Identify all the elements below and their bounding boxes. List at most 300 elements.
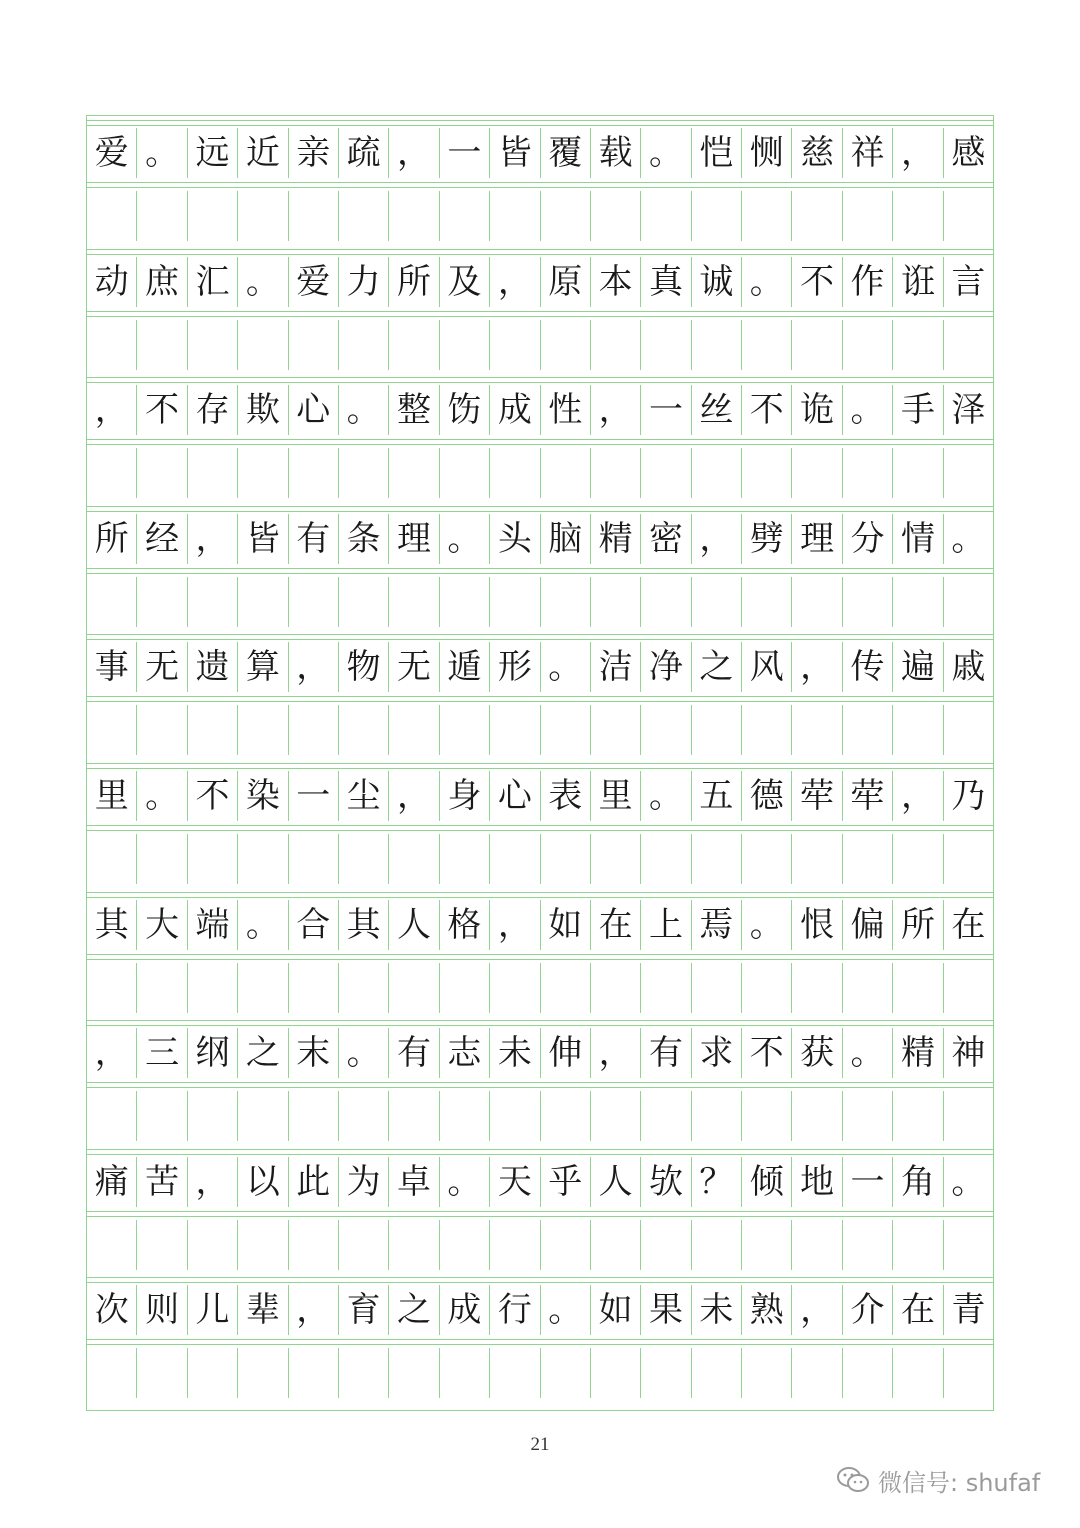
character-cell: 。 — [741, 900, 791, 950]
character-cell: 伸 — [540, 1028, 590, 1078]
practice-cell[interactable] — [136, 191, 186, 241]
character-cell: 饬 — [439, 385, 489, 435]
practice-cell[interactable] — [640, 1348, 690, 1398]
character-cell: ， — [791, 1285, 841, 1335]
practice-row — [87, 577, 993, 627]
character-cell: 一 — [288, 771, 338, 821]
character-cell: 所 — [94, 518, 129, 559]
practice-cell[interactable] — [590, 963, 640, 1013]
text-row — [87, 1285, 993, 1335]
practice-cell[interactable] — [640, 577, 690, 627]
practice-cell[interactable] — [540, 963, 590, 1013]
practice-cell[interactable] — [842, 1091, 892, 1141]
practice-cell[interactable] — [237, 577, 287, 627]
practice-cell[interactable] — [489, 705, 539, 755]
practice-cell[interactable] — [338, 1220, 388, 1270]
character-cell: 事 — [94, 647, 129, 688]
practice-cell[interactable] — [489, 320, 539, 370]
practice-cell[interactable] — [187, 320, 237, 370]
practice-cell[interactable] — [237, 1091, 287, 1141]
practice-cell[interactable] — [590, 705, 640, 755]
practice-cell[interactable] — [187, 834, 237, 884]
character-cell: 倾 — [741, 1157, 791, 1207]
practice-cell[interactable] — [691, 705, 741, 755]
practice-cell[interactable] — [439, 963, 489, 1013]
character-cell: 此 — [288, 1157, 338, 1207]
practice-cell[interactable] — [338, 705, 388, 755]
practice-cell[interactable] — [388, 577, 438, 627]
text-row — [87, 771, 993, 821]
practice-cell[interactable] — [288, 191, 338, 241]
practice-cell[interactable] — [489, 191, 539, 241]
practice-cell[interactable] — [540, 834, 590, 884]
character-cell: 祥 — [842, 128, 892, 178]
practice-cell[interactable] — [388, 705, 438, 755]
text-row — [87, 385, 993, 435]
practice-cell[interactable] — [489, 1348, 539, 1398]
practice-cell[interactable] — [741, 577, 791, 627]
practice-cell[interactable] — [943, 448, 993, 498]
character-cell: 次 — [94, 1290, 129, 1331]
row-separator — [87, 1149, 993, 1155]
practice-cell[interactable] — [943, 577, 993, 627]
practice-cell[interactable] — [237, 1220, 287, 1270]
character-cell: 劈 — [741, 514, 791, 564]
character-cell: 合 — [288, 900, 338, 950]
practice-cell[interactable] — [691, 1091, 741, 1141]
practice-cell[interactable] — [590, 1220, 640, 1270]
practice-cell[interactable] — [842, 963, 892, 1013]
row-separator — [87, 249, 993, 255]
character-cell: 里 — [94, 776, 129, 816]
character-cell: 熟 — [741, 1285, 791, 1335]
character-cell: 。 — [640, 771, 690, 821]
practice-cell[interactable] — [691, 1348, 741, 1398]
practice-cell[interactable] — [87, 834, 136, 884]
practice-cell[interactable] — [388, 1091, 438, 1141]
practice-cell[interactable] — [338, 1348, 388, 1398]
character-cell: 恺 — [691, 128, 741, 178]
practice-cell[interactable] — [187, 448, 237, 498]
row-separator — [87, 1277, 993, 1283]
character-cell: 未 — [489, 1028, 539, 1078]
practice-cell[interactable] — [540, 191, 590, 241]
practice-cell[interactable] — [388, 320, 438, 370]
practice-row — [87, 1091, 993, 1141]
practice-cell[interactable] — [439, 1091, 489, 1141]
character-cell: ， — [691, 514, 741, 564]
character-cell: 头 — [489, 514, 539, 564]
character-cell: 以 — [237, 1157, 287, 1207]
practice-cell[interactable] — [842, 577, 892, 627]
practice-cell[interactable] — [791, 577, 841, 627]
practice-cell[interactable] — [892, 1091, 942, 1141]
practice-cell[interactable] — [439, 1220, 489, 1270]
practice-cell[interactable] — [237, 320, 287, 370]
character-cell: 所 — [892, 900, 942, 950]
practice-cell[interactable] — [590, 1348, 640, 1398]
character-cell: 分 — [842, 514, 892, 564]
practice-cell[interactable] — [439, 577, 489, 627]
practice-cell[interactable] — [388, 963, 438, 1013]
character-cell: 恨 — [791, 900, 841, 950]
practice-cell[interactable] — [187, 191, 237, 241]
character-cell: ， — [94, 390, 129, 431]
practice-cell[interactable] — [288, 834, 338, 884]
character-cell: 亲 — [288, 128, 338, 178]
character-cell: ， — [288, 1285, 338, 1335]
character-cell: 本 — [590, 257, 640, 307]
character-cell: 里 — [590, 771, 640, 821]
practice-cell[interactable] — [741, 320, 791, 370]
practice-cell[interactable] — [187, 1348, 237, 1398]
practice-cell[interactable] — [136, 1348, 186, 1398]
practice-cell[interactable] — [540, 448, 590, 498]
practice-cell[interactable] — [388, 191, 438, 241]
practice-cell[interactable] — [640, 834, 690, 884]
practice-cell[interactable] — [691, 963, 741, 1013]
practice-cell[interactable] — [741, 705, 791, 755]
practice-cell[interactable] — [288, 448, 338, 498]
character-cell: 洁 — [590, 642, 640, 692]
practice-cell[interactable] — [439, 448, 489, 498]
practice-cell[interactable] — [741, 191, 791, 241]
practice-cell[interactable] — [540, 1091, 590, 1141]
row-separator — [87, 696, 993, 702]
character-cell: 遍 — [892, 642, 942, 692]
practice-row — [87, 834, 993, 884]
practice-cell[interactable] — [892, 1348, 942, 1398]
practice-cell[interactable] — [943, 834, 993, 884]
practice-cell[interactable] — [741, 1348, 791, 1398]
character-cell: 远 — [187, 128, 237, 178]
practice-cell[interactable] — [691, 1220, 741, 1270]
character-cell: 理 — [388, 514, 438, 564]
practice-cell[interactable] — [87, 448, 136, 498]
character-cell: 条 — [338, 514, 388, 564]
practice-cell[interactable] — [691, 448, 741, 498]
practice-cell[interactable] — [136, 320, 186, 370]
practice-cell[interactable] — [892, 1220, 942, 1270]
practice-cell[interactable] — [388, 448, 438, 498]
practice-cell[interactable] — [338, 191, 388, 241]
practice-cell[interactable] — [741, 834, 791, 884]
character-cell: 经 — [136, 514, 186, 564]
practice-cell[interactable] — [691, 577, 741, 627]
practice-cell[interactable] — [791, 1348, 841, 1398]
practice-cell[interactable] — [892, 834, 942, 884]
practice-cell[interactable] — [136, 1091, 186, 1141]
practice-cell[interactable] — [237, 1348, 287, 1398]
character-cell: 覆 — [540, 128, 590, 178]
practice-cell[interactable] — [540, 1348, 590, 1398]
practice-cell[interactable] — [489, 1220, 539, 1270]
character-cell: 理 — [791, 514, 841, 564]
character-cell: 遁 — [439, 642, 489, 692]
practice-cell[interactable] — [489, 963, 539, 1013]
practice-cell[interactable] — [640, 1220, 690, 1270]
practice-cell[interactable] — [640, 705, 690, 755]
practice-cell[interactable] — [388, 1220, 438, 1270]
practice-cell[interactable] — [288, 1348, 338, 1398]
practice-cell[interactable] — [439, 191, 489, 241]
practice-cell[interactable] — [892, 577, 942, 627]
practice-cell[interactable] — [540, 1220, 590, 1270]
practice-cell[interactable] — [288, 1091, 338, 1141]
character-cell: 天 — [489, 1157, 539, 1207]
practice-cell[interactable] — [288, 1220, 338, 1270]
character-cell: ， — [388, 771, 438, 821]
practice-cell[interactable] — [338, 448, 388, 498]
practice-cell[interactable] — [640, 191, 690, 241]
practice-cell[interactable] — [943, 320, 993, 370]
practice-cell[interactable] — [338, 963, 388, 1013]
character-cell: 心 — [288, 385, 338, 435]
practice-cell[interactable] — [187, 705, 237, 755]
character-cell: 诚 — [691, 257, 741, 307]
practice-cell[interactable] — [892, 448, 942, 498]
character-cell: 不 — [136, 385, 186, 435]
practice-cell[interactable] — [237, 448, 287, 498]
practice-cell[interactable] — [87, 320, 136, 370]
practice-cell[interactable] — [640, 320, 690, 370]
practice-cell[interactable] — [136, 834, 186, 884]
practice-cell[interactable] — [842, 834, 892, 884]
practice-cell[interactable] — [237, 834, 287, 884]
practice-cell[interactable] — [640, 1091, 690, 1141]
practice-cell[interactable] — [187, 963, 237, 1013]
practice-cell[interactable] — [892, 191, 942, 241]
practice-cell[interactable] — [136, 963, 186, 1013]
practice-cell[interactable] — [791, 834, 841, 884]
practice-cell[interactable] — [87, 705, 136, 755]
practice-cell[interactable] — [288, 963, 338, 1013]
practice-cell[interactable] — [237, 191, 287, 241]
practice-cell[interactable] — [439, 705, 489, 755]
character-cell: ， — [489, 900, 539, 950]
character-cell: 。 — [136, 128, 186, 178]
practice-cell[interactable] — [338, 320, 388, 370]
practice-cell[interactable] — [87, 577, 136, 627]
character-cell: 爱 — [288, 257, 338, 307]
practice-cell[interactable] — [892, 320, 942, 370]
character-cell: 为 — [338, 1157, 388, 1207]
practice-cell[interactable] — [87, 1091, 136, 1141]
practice-cell[interactable] — [439, 320, 489, 370]
character-cell: 。 — [136, 771, 186, 821]
row-separator — [87, 506, 993, 512]
practice-cell[interactable] — [288, 705, 338, 755]
practice-cell[interactable] — [136, 577, 186, 627]
character-cell: 不 — [741, 1028, 791, 1078]
practice-cell[interactable] — [338, 834, 388, 884]
character-cell: 地 — [791, 1157, 841, 1207]
character-cell: 其 — [338, 900, 388, 950]
practice-cell[interactable] — [943, 1348, 993, 1398]
practice-cell[interactable] — [288, 577, 338, 627]
practice-cell[interactable] — [540, 577, 590, 627]
character-cell: 人 — [388, 900, 438, 950]
practice-cell[interactable] — [439, 834, 489, 884]
practice-cell[interactable] — [892, 963, 942, 1013]
character-cell: 表 — [540, 771, 590, 821]
character-cell: 如 — [590, 1285, 640, 1335]
practice-cell[interactable] — [842, 705, 892, 755]
character-cell: 五 — [691, 771, 741, 821]
practice-cell[interactable] — [237, 963, 287, 1013]
character-cell: 在 — [943, 900, 993, 950]
character-cell: 原 — [540, 257, 590, 307]
copybook-grid — [86, 115, 994, 1411]
practice-cell[interactable] — [388, 834, 438, 884]
character-cell: 无 — [388, 642, 438, 692]
character-cell: ， — [590, 385, 640, 435]
character-cell: 获 — [791, 1028, 841, 1078]
practice-cell[interactable] — [943, 1091, 993, 1141]
practice-cell[interactable] — [640, 448, 690, 498]
character-cell: ， — [187, 1157, 237, 1207]
character-cell: 卓 — [388, 1157, 438, 1207]
practice-cell[interactable] — [136, 448, 186, 498]
character-cell: 传 — [842, 642, 892, 692]
practice-cell[interactable] — [590, 1091, 640, 1141]
character-cell: 遗 — [187, 642, 237, 692]
practice-cell[interactable] — [489, 577, 539, 627]
row-separator — [87, 954, 993, 960]
character-cell: 德 — [741, 771, 791, 821]
character-cell: 角 — [892, 1157, 942, 1207]
practice-cell[interactable] — [842, 448, 892, 498]
character-cell: 未 — [691, 1285, 741, 1335]
character-cell: 苦 — [136, 1157, 186, 1207]
character-cell: 育 — [338, 1285, 388, 1335]
practice-cell[interactable] — [741, 1220, 791, 1270]
practice-cell[interactable] — [691, 191, 741, 241]
practice-cell[interactable] — [842, 1220, 892, 1270]
practice-cell[interactable] — [590, 320, 640, 370]
character-cell: 有 — [388, 1028, 438, 1078]
practice-cell[interactable] — [791, 1091, 841, 1141]
practice-cell[interactable] — [791, 963, 841, 1013]
practice-cell[interactable] — [892, 705, 942, 755]
practice-cell[interactable] — [842, 320, 892, 370]
practice-cell[interactable] — [640, 963, 690, 1013]
character-cell: 一 — [439, 128, 489, 178]
practice-cell[interactable] — [136, 1220, 186, 1270]
character-cell: 净 — [640, 642, 690, 692]
practice-row — [87, 1220, 993, 1270]
practice-cell[interactable] — [842, 191, 892, 241]
character-cell: 风 — [741, 642, 791, 692]
character-cell: ， — [892, 128, 942, 178]
practice-cell[interactable] — [87, 191, 136, 241]
row-separator — [87, 377, 993, 383]
character-cell: 一 — [640, 385, 690, 435]
character-cell: 在 — [590, 900, 640, 950]
practice-row — [87, 1348, 993, 1398]
practice-cell[interactable] — [187, 1220, 237, 1270]
practice-cell[interactable] — [943, 1220, 993, 1270]
character-cell: 。 — [943, 514, 993, 564]
practice-cell[interactable] — [691, 834, 741, 884]
practice-cell[interactable] — [388, 1348, 438, 1398]
practice-cell[interactable] — [237, 705, 287, 755]
practice-cell[interactable] — [590, 448, 640, 498]
practice-cell[interactable] — [943, 705, 993, 755]
character-cell: 大 — [136, 900, 186, 950]
row-separator — [87, 568, 993, 574]
character-cell: ， — [892, 771, 942, 821]
wechat-icon — [836, 1465, 870, 1495]
practice-cell[interactable] — [187, 577, 237, 627]
practice-cell[interactable] — [136, 705, 186, 755]
practice-cell[interactable] — [87, 963, 136, 1013]
row-separator — [87, 825, 993, 831]
practice-cell[interactable] — [540, 705, 590, 755]
character-cell: 一 — [842, 1157, 892, 1207]
practice-cell[interactable] — [338, 577, 388, 627]
practice-cell[interactable] — [691, 320, 741, 370]
practice-cell[interactable] — [791, 448, 841, 498]
practice-cell[interactable] — [338, 1091, 388, 1141]
character-cell: 诳 — [892, 257, 942, 307]
row-separator — [87, 1211, 993, 1217]
character-cell: 乎 — [540, 1157, 590, 1207]
character-cell: ， — [388, 128, 438, 178]
practice-cell[interactable] — [590, 577, 640, 627]
text-row — [87, 514, 993, 564]
character-cell: 丝 — [691, 385, 741, 435]
practice-cell[interactable] — [842, 1348, 892, 1398]
character-cell: 。 — [338, 1028, 388, 1078]
practice-cell[interactable] — [741, 1091, 791, 1141]
character-cell: 纲 — [187, 1028, 237, 1078]
character-cell: 有 — [288, 514, 338, 564]
row-separator — [87, 1020, 993, 1026]
character-cell: 格 — [439, 900, 489, 950]
practice-cell[interactable] — [791, 1220, 841, 1270]
practice-cell[interactable] — [288, 320, 338, 370]
practice-cell[interactable] — [540, 320, 590, 370]
practice-cell[interactable] — [791, 320, 841, 370]
practice-cell[interactable] — [87, 1348, 136, 1398]
practice-cell[interactable] — [439, 1348, 489, 1398]
page-number: 21 — [530, 1434, 550, 1455]
practice-cell[interactable] — [489, 834, 539, 884]
character-cell: 其 — [94, 904, 129, 945]
character-cell: 成 — [489, 385, 539, 435]
character-cell: 整 — [388, 385, 438, 435]
practice-cell[interactable] — [87, 1220, 136, 1270]
practice-cell[interactable] — [741, 448, 791, 498]
practice-cell[interactable] — [943, 963, 993, 1013]
practice-cell[interactable] — [187, 1091, 237, 1141]
practice-cell[interactable] — [489, 448, 539, 498]
character-cell: 诡 — [791, 385, 841, 435]
character-cell: 尘 — [338, 771, 388, 821]
practice-cell[interactable] — [943, 191, 993, 241]
practice-cell[interactable] — [741, 963, 791, 1013]
practice-cell[interactable] — [590, 191, 640, 241]
character-cell: 戚 — [943, 642, 993, 692]
practice-cell[interactable] — [590, 834, 640, 884]
practice-cell[interactable] — [791, 191, 841, 241]
character-cell: 之 — [691, 642, 741, 692]
character-cell: 儿 — [187, 1285, 237, 1335]
character-cell: 精 — [590, 514, 640, 564]
practice-cell[interactable] — [791, 705, 841, 755]
practice-cell[interactable] — [489, 1091, 539, 1141]
